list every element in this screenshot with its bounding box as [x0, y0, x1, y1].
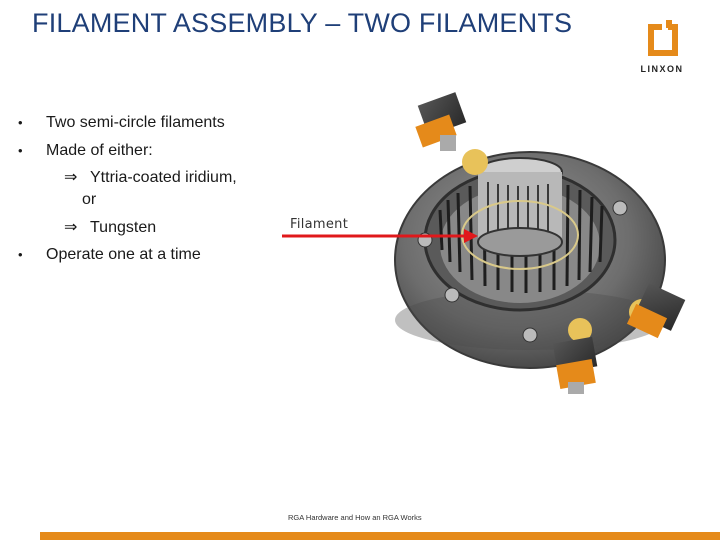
logo-text: LINXON	[640, 64, 684, 74]
implies-arrow-icon: ⇒	[64, 169, 78, 186]
bullet-text: Two semi-circle filaments	[46, 114, 225, 131]
bullet-marker: •	[18, 143, 23, 158]
bullet-text: Made of either:	[46, 142, 153, 159]
footer-text: RGA Hardware and How an RGA Works	[288, 513, 422, 522]
sub-bullet-text: Tungsten	[90, 219, 157, 236]
sub-bullet-text: Yttria-coated iridium,	[90, 169, 237, 186]
implies-arrow-icon: ⇒	[64, 219, 78, 236]
bullet-marker: •	[18, 115, 23, 130]
bullet-text: Operate one at a time	[46, 246, 201, 263]
sub-bullet-text: or	[82, 191, 97, 208]
footer-accent-bar	[40, 532, 720, 540]
slide-title: FILAMENT ASSEMBLY – TWO FILAMENTS	[32, 8, 573, 38]
bullet-marker: •	[18, 247, 23, 262]
filament-label: Filament	[290, 217, 349, 232]
